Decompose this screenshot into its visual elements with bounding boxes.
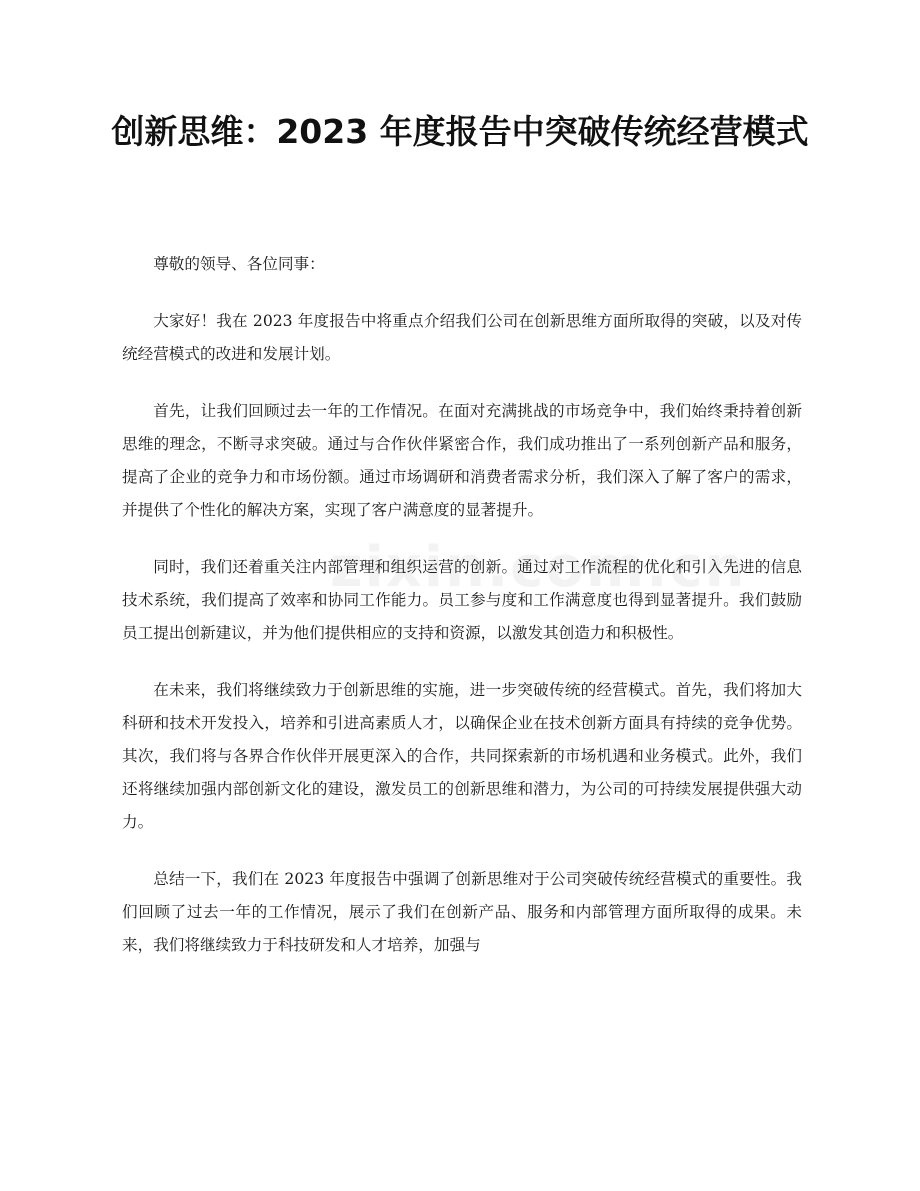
body-paragraph: 首先，让我们回顾过去一年的工作情况。在面对充满挑战的市场竞争中，我们始终秉持着创新思维的理念，不断寻求突破。通过与合作伙伴紧密合作，我们成功推出了一系列创新产品和服务，提高了企业的竞争力和市场份额。通过市场调研和消费者需求分析，我们深入了解了客户的需求，并提供了个性化的解决方案，实现了客户满意度的显著提升。 bbox=[122, 402, 802, 519]
document-body bbox=[122, 248, 802, 986]
salutation-paragraph: 尊敬的领导、各位同事： bbox=[153, 255, 325, 273]
document-title: 创新思维：2023 年度报告中突破传统经营模式 bbox=[111, 112, 809, 151]
body-paragraph: 总结一下，我们在 2023 年度报告中强调了创新思维对于公司突破传统经营模式的重要性。我们回顾了过去一年的工作情况，展示了我们在创新产品、服务和内部管理方面所取得的成果。未来，我们将继续致力于科技研发和人才培养，加强与 bbox=[122, 870, 802, 954]
body-paragraph: 大家好！我在 2023 年度报告中将重点介绍我们公司在创新思维方面所取得的突破，以及对传统经营模式的改进和发展计划。 bbox=[122, 312, 802, 363]
body-paragraph: 在未来，我们将继续致力于创新思维的实施，进一步突破传统的经营模式。首先，我们将加大科研和技术开发投入，培养和引进高素质人才，以确保企业在技术创新方面具有持续的竞争优势。其次，我们将与各界合作伙伴开展更深入的合作，共同探索新的市场机遇和业务模式。此外，我们还将继续加强内部创新文化的建设，激发员工的创新思维和潜力，为公司的可持续发展提供强大动力。 bbox=[122, 681, 802, 831]
body-paragraph: 同时，我们还着重关注内部管理和组织运营的创新。通过对工作流程的优化和引入先进的信息技术系统，我们提高了效率和协同工作能力。员工参与度和工作满意度也得到显著提升。我们鼓励员工提出创新建议，并为他们提供相应的支持和资源，以激发其创造力和积极性。 bbox=[122, 558, 802, 642]
